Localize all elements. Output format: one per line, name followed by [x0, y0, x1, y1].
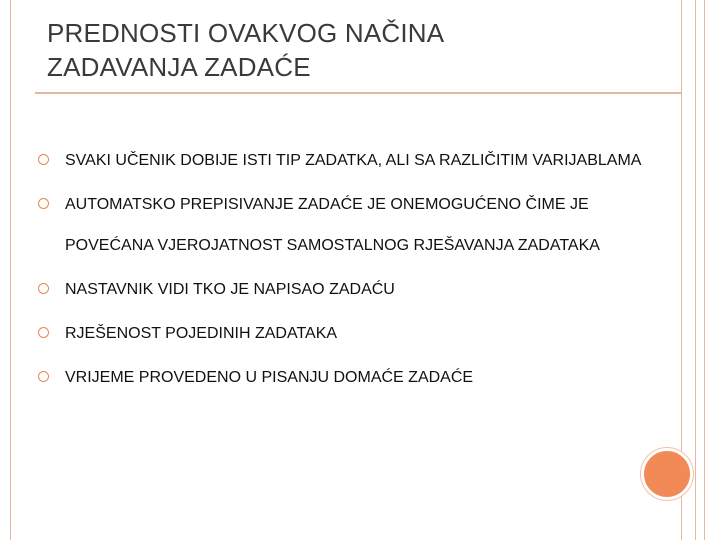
title-divider — [35, 92, 681, 94]
bullet-text: NASTAVNIK VIDI TKO JE NAPISAO ZADAĆU — [65, 281, 395, 298]
bullet-marker-icon — [38, 327, 49, 338]
bullet-marker-icon — [38, 371, 49, 382]
bullet-text: VRIJEME PROVEDENO U PISANJU DOMAĆE ZADAĆE — [65, 369, 474, 386]
bullet-item — [38, 269, 668, 310]
right-edge-line — [704, 0, 705, 540]
bullet-marker-icon — [38, 154, 49, 165]
accent-circle-icon — [641, 448, 693, 500]
bullet-text: RJEŠENOST POJEDINIH ZADATAKA — [65, 325, 338, 342]
bullet-list — [38, 140, 668, 398]
bullet-marker-icon — [38, 198, 49, 209]
bullet-text: SVAKI UČENIK DOBIJE ISTI TIP ZADATKA, ALI SA RAZLIČITIM VARIJABLAMA — [65, 152, 642, 169]
bullet-item — [38, 313, 668, 354]
slide-title-line-1: PREDNOSTI OVAKVOG NAČINA — [47, 18, 445, 48]
slide-title-line-2: ZADAVANJA ZADAĆE — [47, 52, 311, 82]
bullet-item — [38, 184, 668, 266]
title-block — [47, 16, 647, 84]
bullet-text: AUTOMATSKO PREPISIVANJE ZADAĆE JE ONEMOGUĆENO ČIME JE POVEĆANA VJEROJATNOST SAMOSTALNOG RJEŠAVANJA ZADATAKA — [65, 196, 600, 254]
bullet-item — [38, 357, 668, 398]
bullet-marker-icon — [38, 283, 49, 294]
slide-title — [47, 16, 647, 84]
bullet-item — [38, 140, 668, 181]
